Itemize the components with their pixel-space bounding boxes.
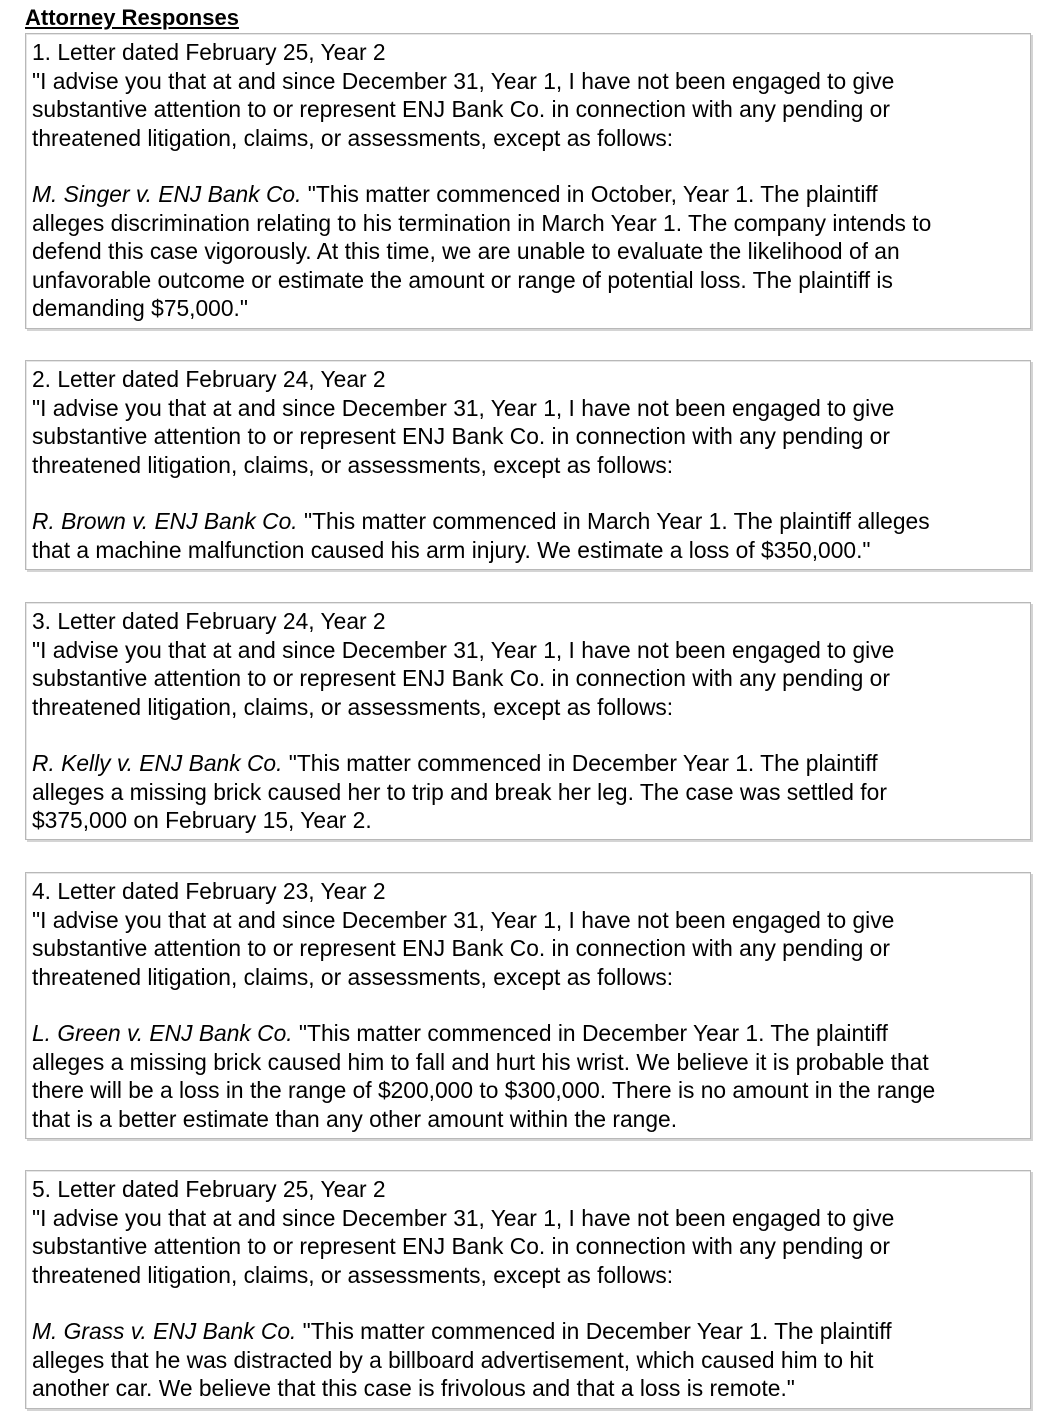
case-text: "This matter commenced in December Year 1. The plaintiff (296, 1318, 892, 1344)
letter-heading: 4. Letter dated February 23, Year 2 (32, 878, 386, 904)
letter-box-3 (25, 602, 1031, 840)
case-name: R. Brown v. ENJ Bank Co. (32, 508, 298, 534)
paragraph-gap (32, 479, 1030, 507)
intro-line: substantive attention to or represent ENJ Bank Co. in connection with any pending or (32, 423, 890, 449)
intro-line: "I advise you that at and since December 31, Year 1, I have not been engaged to give (32, 636, 895, 663)
letter-heading: 5. Letter dated February 25, Year 2 (32, 1176, 386, 1202)
case-line: that is a better estimate than any other amount within the range. (32, 1105, 678, 1132)
intro-line: substantive attention to or represent ENJ Bank Co. in connection with any pending or (32, 96, 890, 122)
case-line: alleges a missing brick caused her to trip and break her leg. The case was settled for (32, 778, 887, 805)
case-line: unfavorable outcome or estimate the amount or range of potential loss. The plaintiff is (32, 266, 893, 293)
letter-box-1 (25, 33, 1031, 329)
paragraph-gap (32, 721, 1030, 749)
letter-heading: 3. Letter dated February 24, Year 2 (32, 608, 386, 634)
letter-box-2 (25, 360, 1031, 570)
intro-line: "I advise you that at and since December 31, Year 1, I have not been engaged to give (32, 67, 895, 94)
intro-line: threatened litigation, claims, or assessments, except as follows: (32, 693, 674, 720)
letter-heading: 2. Letter dated February 24, Year 2 (32, 366, 386, 392)
case-first-line (32, 180, 1030, 209)
case-text: "This matter commenced in December Year 1. The plaintiff (292, 1020, 888, 1046)
case-name: M. Grass v. ENJ Bank Co. (32, 1318, 297, 1344)
case-line: there will be a loss in the range of $200,000 to $300,000. There is no amount in the range (32, 1077, 936, 1103)
case-first-line (32, 1317, 1030, 1346)
intro-line: substantive attention to or represent ENJ Bank Co. in connection with any pending or (32, 1233, 890, 1259)
case-text: "This matter commenced in October, Year 1. The plaintiff (301, 181, 878, 207)
case-line: alleges a missing brick caused him to fall and hurt his wrist. We believe it is probable that (32, 1048, 929, 1075)
paragraph-gap (32, 991, 1030, 1019)
case-first-line (32, 507, 1030, 536)
letter-heading: 1. Letter dated February 25, Year 2 (32, 39, 386, 65)
intro-line: "I advise you that at and since December 31, Year 1, I have not been engaged to give (32, 394, 895, 421)
intro-line: threatened litigation, claims, or assessments, except as follows: (32, 124, 674, 151)
case-text: "This matter commenced in March Year 1. The plaintiff alleges (297, 508, 930, 534)
case-line: another car. We believe that this case is frivolous and that a loss is remote." (32, 1375, 795, 1401)
case-name: M. Singer v. ENJ Bank Co. (32, 181, 302, 207)
case-first-line (32, 749, 1030, 778)
case-line: that a machine malfunction caused his arm injury. We estimate a loss of $350,000." (32, 536, 871, 563)
letter-box-4 (25, 872, 1031, 1139)
case-text: "This matter commenced in December Year 1. The plaintiff (282, 750, 878, 776)
case-name: L. Green v. ENJ Bank Co. (32, 1020, 293, 1046)
intro-line: substantive attention to or represent ENJ Bank Co. in connection with any pending or (32, 935, 890, 961)
paragraph-gap (32, 1289, 1030, 1317)
intro-line: threatened litigation, claims, or assessments, except as follows: (32, 1261, 674, 1288)
case-name: R. Kelly v. ENJ Bank Co. (32, 750, 283, 776)
case-line: demanding $75,000." (32, 295, 248, 321)
intro-line: "I advise you that at and since December 31, Year 1, I have not been engaged to give (32, 906, 895, 933)
case-line: alleges that he was distracted by a billboard advertisement, which caused him to hit (32, 1346, 874, 1373)
intro-line: threatened litigation, claims, or assessments, except as follows: (32, 963, 674, 990)
letter-box-5 (25, 1170, 1031, 1409)
case-line: defend this case vigorously. At this time, we are unable to evaluate the likelihood of an (32, 238, 900, 264)
intro-line: substantive attention to or represent ENJ Bank Co. in connection with any pending or (32, 665, 890, 691)
case-first-line (32, 1019, 1030, 1048)
paragraph-gap (32, 152, 1030, 180)
case-line: $375,000 on February 15, Year 2. (32, 807, 372, 833)
page-title: Attorney Responses (25, 5, 239, 30)
intro-line: threatened litigation, claims, or assessments, except as follows: (32, 451, 674, 478)
case-line: alleges discrimination relating to his termination in March Year 1. The company intends to (32, 209, 932, 236)
intro-line: "I advise you that at and since December 31, Year 1, I have not been engaged to give (32, 1204, 895, 1231)
